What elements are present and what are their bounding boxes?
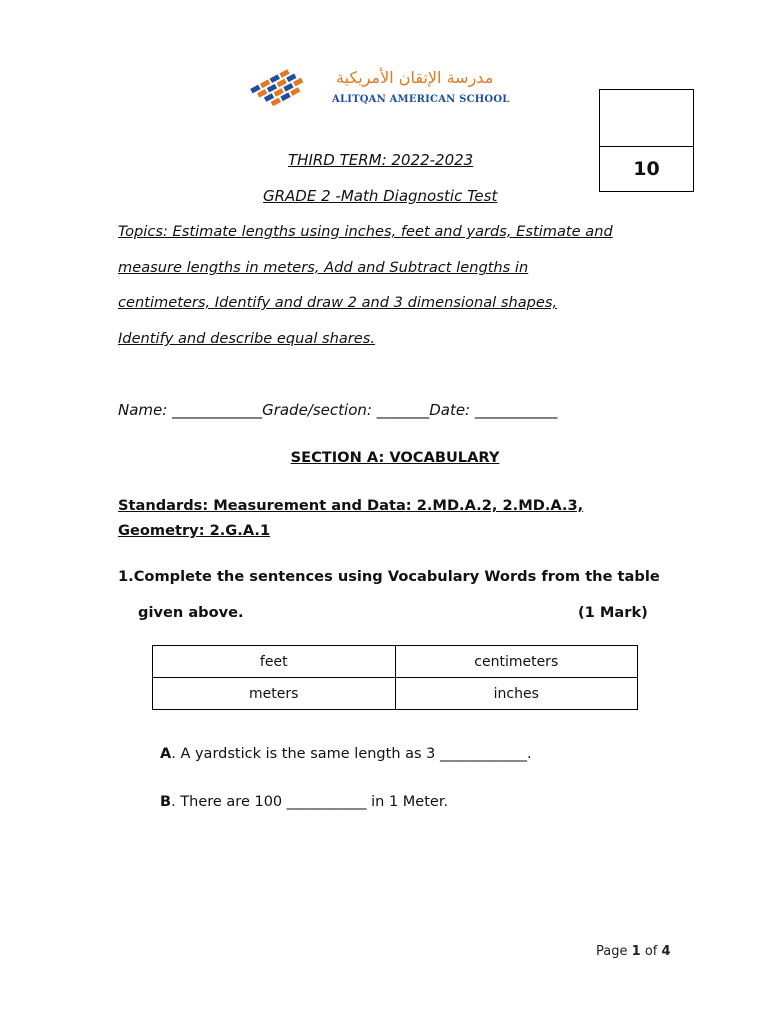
total-score: 10 (633, 158, 660, 180)
student-info-line: Name: ____________Grade/section: _______Date: ___________ (118, 401, 558, 419)
page-total: 4 (661, 944, 671, 959)
table-cell: meters (153, 678, 396, 710)
question-1-line-2: given above. (138, 604, 244, 621)
question-number: 1. (118, 568, 134, 585)
table-cell: inches (395, 678, 638, 710)
section-a-title: SECTION A: VOCABULARY (290, 449, 500, 466)
page-current: 1 (631, 944, 641, 959)
sentence-text: . There are 100 ___________ in 1 Meter. (171, 794, 449, 810)
school-name-arabic: مدرسة الإتقان الأمريكية (336, 68, 494, 87)
standards-line-2: Geometry: 2.G.A.1 (118, 522, 271, 539)
sentence-text: . A yardstick is the same length as 3 ____________. (171, 746, 532, 762)
question-1-line-1 (118, 568, 660, 585)
vocabulary-table (152, 645, 638, 710)
sentence-label: A (160, 746, 172, 762)
table-cell: centimeters (395, 646, 638, 678)
term-title: THIRD TERM: 2022-2023 (288, 151, 474, 169)
school-name-english: ALITQAN AMERICAN SCHOOL (332, 94, 510, 105)
table-row (153, 646, 638, 678)
question-marks: (1 Mark) (578, 604, 648, 621)
table-row (153, 678, 638, 710)
table-cell: feet (153, 646, 396, 678)
sentence-label: B (160, 794, 172, 810)
topics-line-1: Topics: Estimate lengths using inches, feet and yards, Estimate and (118, 223, 613, 240)
topics-line-3: centimeters, Identify and draw 2 and 3 dimensional shapes, (118, 294, 558, 311)
sentence-a (160, 746, 532, 762)
topics-line-2: measure lengths in meters, Add and Subtract lengths in (118, 259, 529, 276)
sentence-b (160, 794, 448, 810)
test-title: GRADE 2 -Math Diagnostic Test (263, 187, 498, 205)
question-text: Complete the sentences using Vocabulary Words from the table (133, 568, 660, 585)
page-word: Page (596, 944, 628, 959)
standards-line-1: Standards: Measurement and Data: 2.MD.A.2, 2.MD.A.3, (118, 497, 584, 514)
score-box-divider (599, 146, 694, 147)
of-word: of (644, 944, 658, 959)
topics-line-4: Identify and describe equal shares. (118, 330, 376, 347)
page-number (596, 944, 671, 959)
